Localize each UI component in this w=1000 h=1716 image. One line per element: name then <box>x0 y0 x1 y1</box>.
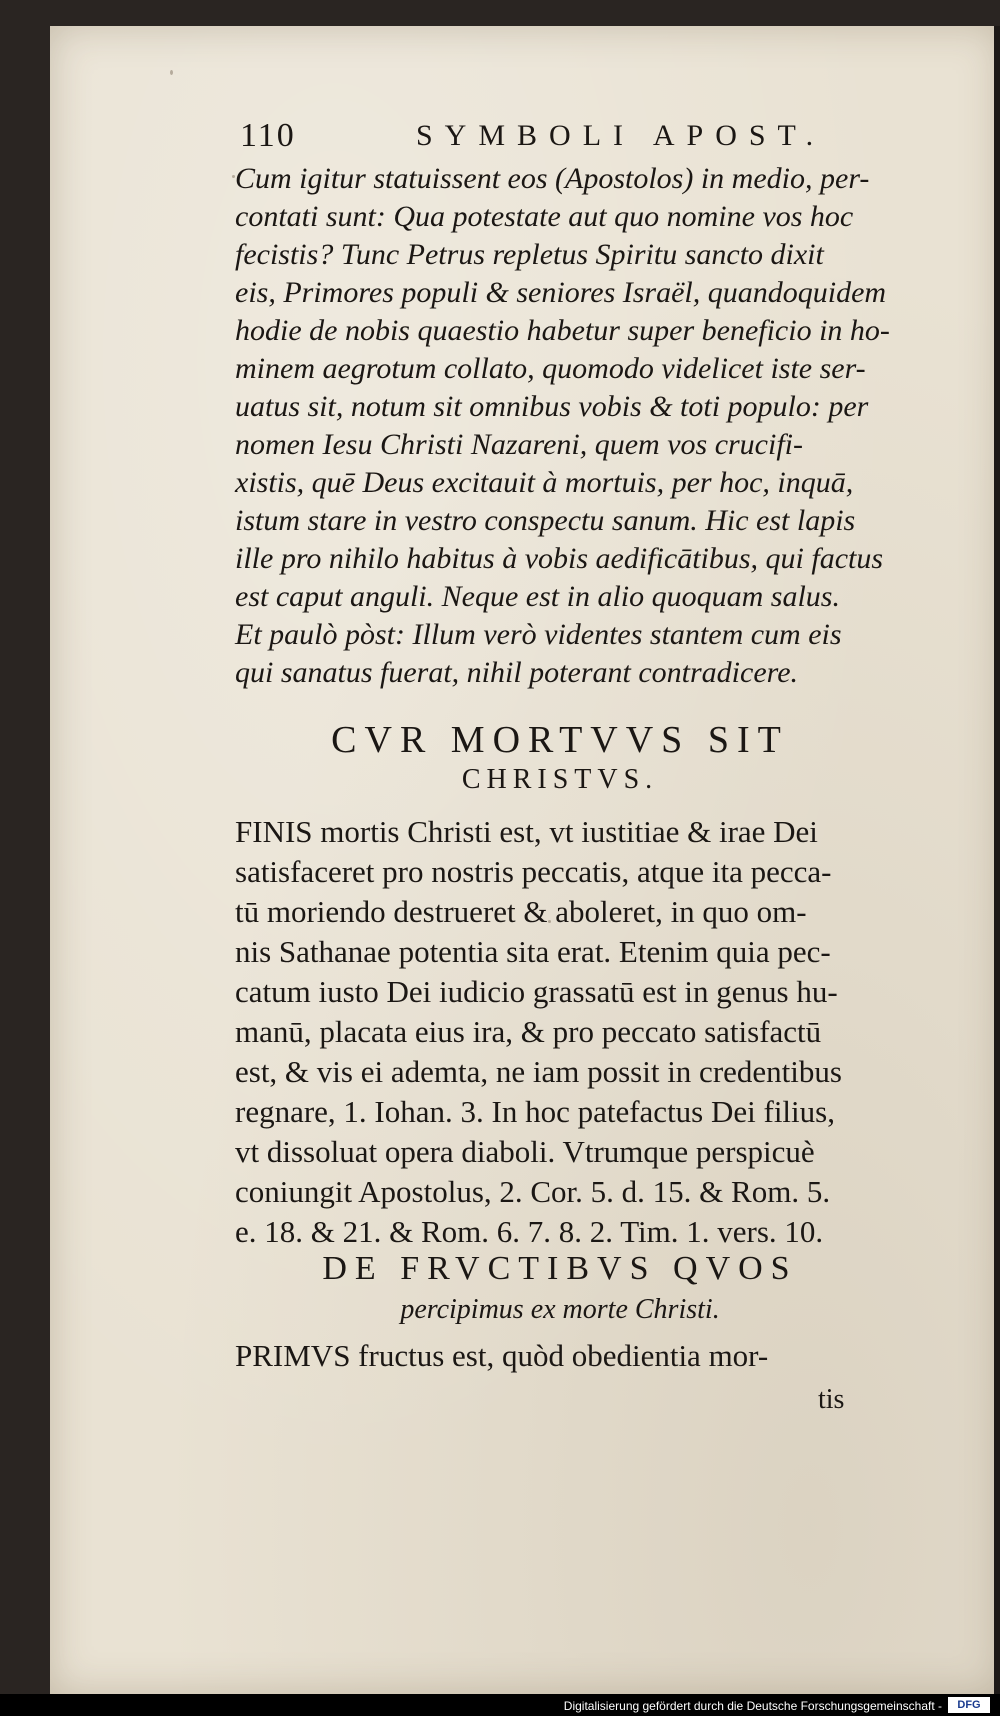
text-line: qui sanatus fuerat, nihil poterant contradicere. <box>235 656 799 689</box>
text-line: catum iusto Dei iudicio grassatū est in genus hu- <box>235 974 838 1009</box>
page-header <box>0 117 1000 157</box>
text-line: eis, Primores populi & seniores Israël, quandoquidem <box>235 276 887 309</box>
text-line: FINIS mortis Christi est, vt iustitiae & irae Dei <box>235 814 818 849</box>
text-line: xistis, quē Deus excitauit à mortuis, per hoc, inquā, <box>235 466 854 499</box>
text-line: satisfaceret pro nostris peccatis, atque ita pecca- <box>235 854 832 889</box>
page-number: 110 <box>240 117 296 154</box>
footer-credit: Digitalisierung gefördert durch die Deutsche Forschungsgemeinschaft - <box>563 1699 942 1713</box>
heading-line: percipimus ex morte Christi. <box>400 1294 720 1325</box>
text-line: PRIMVS fructus est, quòd obedientia mor- <box>235 1338 769 1373</box>
heading-line: DE FRVCTIBVS QVOS <box>322 1250 798 1287</box>
running-title: SYMBOLI APOST. <box>416 119 826 152</box>
text-line: regnare, 1. Iohan. 3. In hoc patefactus Dei filius, <box>235 1094 835 1129</box>
heading-line: CHRISTVS. <box>461 764 659 795</box>
text-line: tū moriendo destrueret & aboleret, in quo om- <box>235 894 807 929</box>
text-line: vt dissoluat opera diaboli. Vtrumque perspicuè <box>235 1134 815 1169</box>
heading-line: CVR MORTVVS SIT <box>331 719 789 761</box>
text-line: manū, placata eius ira, & pro peccato satisfactū <box>235 1014 822 1049</box>
text-line: uatus sit, notum sit omnibus vobis & toti populo: per <box>235 390 869 423</box>
text-line: coniungit Apostolus, 2. Cor. 5. d. 15. & Rom. 5. <box>235 1174 831 1209</box>
catchword: tis <box>818 1384 845 1415</box>
text-line: istum stare in vestro conspectu sanum. Hic est lapis <box>235 504 856 537</box>
text-line: hodie de nobis quaestio habetur super beneficio in ho- <box>235 314 890 347</box>
digitization-footer <box>0 1694 1000 1716</box>
text-line: ille pro nihilo habitus à vobis aedificātibus, qui factus <box>235 542 884 575</box>
text-line: e. 18. & 21. & Rom. 6. 7. 8. 2. Tim. 1. vers. 10. <box>235 1214 824 1249</box>
text-line: fecistis? Tunc Petrus repletus Spiritu sancto dixit <box>235 238 824 271</box>
text-line: nomen Iesu Christi Nazareni, quem vos crucifi- <box>235 428 803 461</box>
text-line: Et paulò pòst: Illum verò videntes stantem cum eis <box>235 618 842 651</box>
text-line: Cum igitur statuissent eos (Apostolos) in medio, per- <box>235 162 870 195</box>
text-line: minem aegrotum collato, quomodo videlicet iste ser- <box>235 352 866 385</box>
text-line: est caput anguli. Neque est in alio quoquam salus. <box>235 580 840 613</box>
paper-speck <box>170 70 173 75</box>
text-line: est, & vis ei ademta, ne iam possit in credentibus <box>235 1054 842 1089</box>
text-line: contati sunt: Qua potestate aut quo nomine vos hoc <box>235 200 854 233</box>
page-edge-shadow <box>994 26 1000 1694</box>
text-line: nis Sathanae potentia sita erat. Etenim quia pec- <box>235 934 831 969</box>
dfg-logo: DFG <box>948 1697 990 1713</box>
